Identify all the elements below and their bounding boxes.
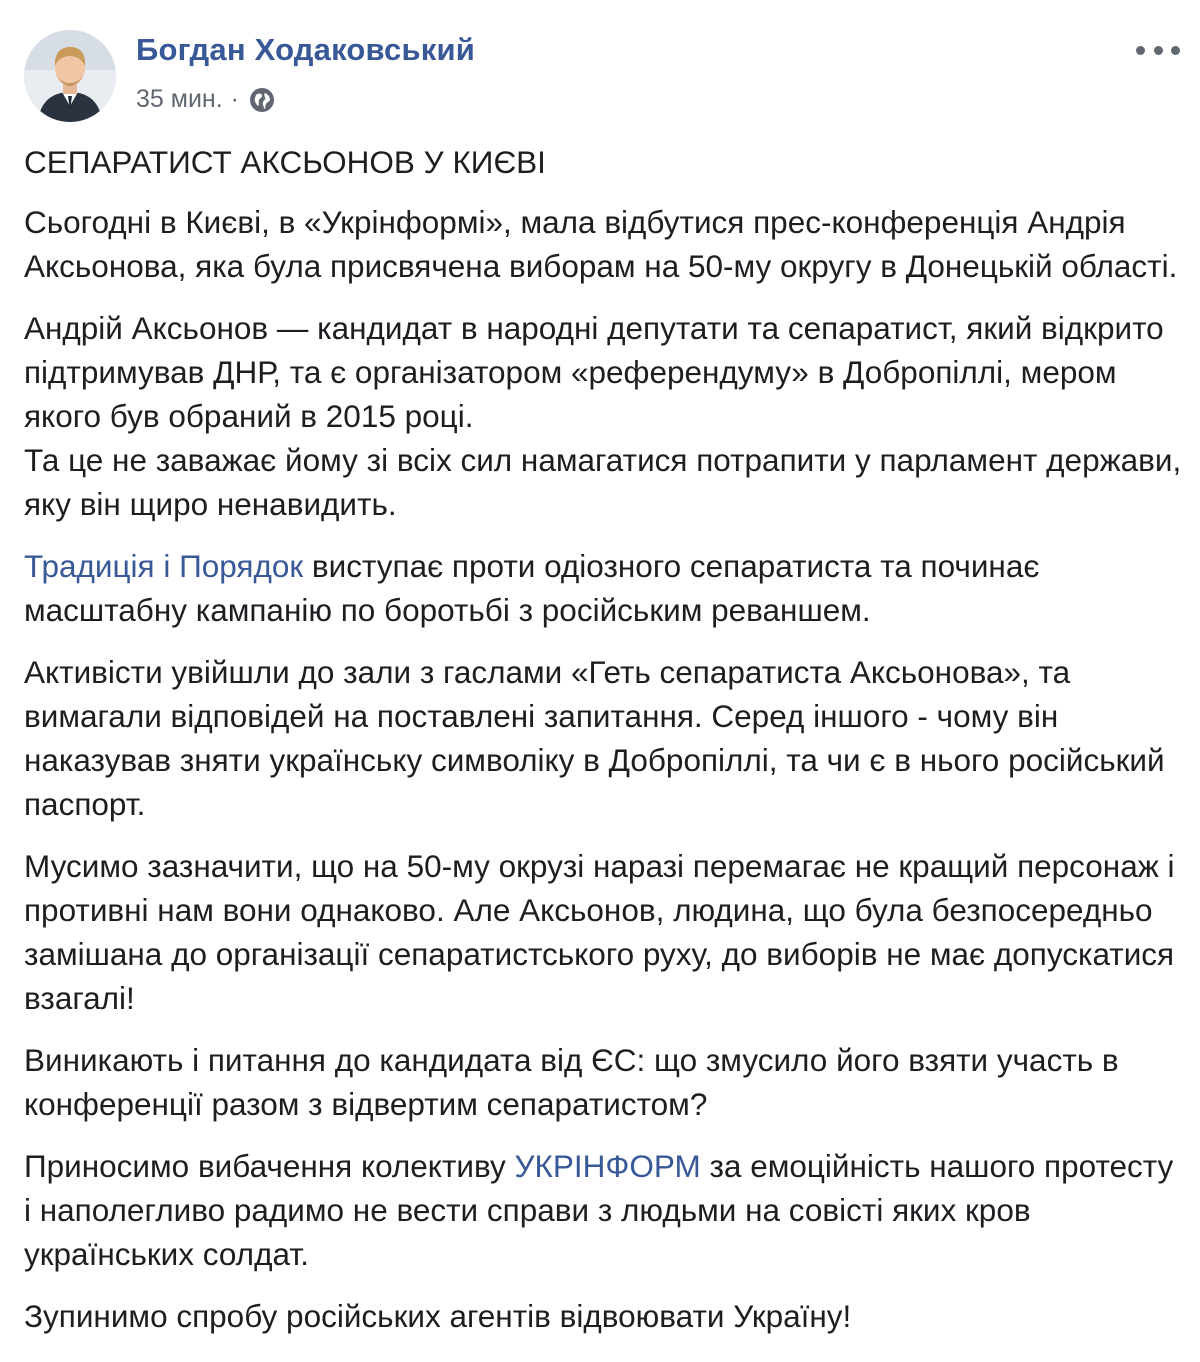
post-timestamp[interactable]: 35 мин. (136, 85, 223, 113)
page-link-ukrinform[interactable]: УКРІНФОРМ (514, 1148, 701, 1184)
more-dot (1171, 46, 1180, 55)
paragraph-3-text: виступає проти одіозного сепаратиста та починає масштабну кампанію по боротьбі з російським реваншем. (24, 548, 1040, 628)
author-name-link[interactable]: Богдан Ходаковський (136, 32, 475, 67)
paragraph-2: Андрій Аксьонов — кандидат в народні депутати та сепаратист, який відкрито підтримував ДНР, та є організатором «референдуму» в Добропіллі, мером якого був обраний в 2015 році. Та це не заважає йому зі всіх сил намагатися потрапити у парламент держави, яку він щиро ненавидить. (24, 310, 1182, 522)
paragraph-5: Мусимо зазначити, що на 50-му окрузі наразі перемагає не кращий персонаж і противні нам вони однаково. Але Аксьонов, людина, що була безпосередньо замішана до організації сепаратистського руху, до виборів не має допускатися взагалі! (24, 848, 1175, 1016)
meta-separator: · (230, 85, 239, 113)
post-header (24, 30, 1180, 126)
post-meta (136, 85, 275, 114)
post-body (24, 140, 1184, 1356)
more-options-icon[interactable] (1136, 38, 1180, 62)
post-title: СЕПАРАТИСТ АКСЬОНОВ У КИЄВІ (24, 144, 546, 180)
paragraph-8: Зупинимо спробу російських агентів відвоювати Україну! (24, 1298, 852, 1334)
paragraph-7 (24, 1144, 1184, 1276)
globe-icon[interactable] (249, 87, 275, 113)
paragraph-4: Активісти увійшли до зали з гаслами «Геть сепаратиста Аксьонова», та вимагали відповідей на поставлені запитання. Серед іншого - чому він наказував зняти українську символіку в Добропіллі, та чи є в нього російський паспорт. (24, 654, 1165, 822)
paragraph-7-text-after: за емоційність нашого протесту і наполегливо радимо не вести справи з людьми на совісті яких кров українських солдат. (24, 1148, 1174, 1272)
author-avatar[interactable] (24, 30, 116, 122)
paragraph-6: Виникають і питання до кандидата від ЄС: що змусило його взяти участь в конференції разом з відвертим сепаратистом? (24, 1042, 1119, 1122)
paragraph-3 (24, 544, 1184, 632)
paragraph-1: Сьогодні в Києві, в «Укрінформі», мала відбутися прес-конференція Андрія Аксьонова, яка була присвячена виборам на 50-му округу в Донецькій області. (24, 204, 1178, 284)
more-dot (1136, 46, 1145, 55)
paragraph-7-text-before: Приносимо вибачення колективу (24, 1148, 515, 1184)
page-link-tradition-and-order[interactable]: Традиція і Порядок (24, 548, 304, 584)
more-dot (1154, 46, 1163, 55)
